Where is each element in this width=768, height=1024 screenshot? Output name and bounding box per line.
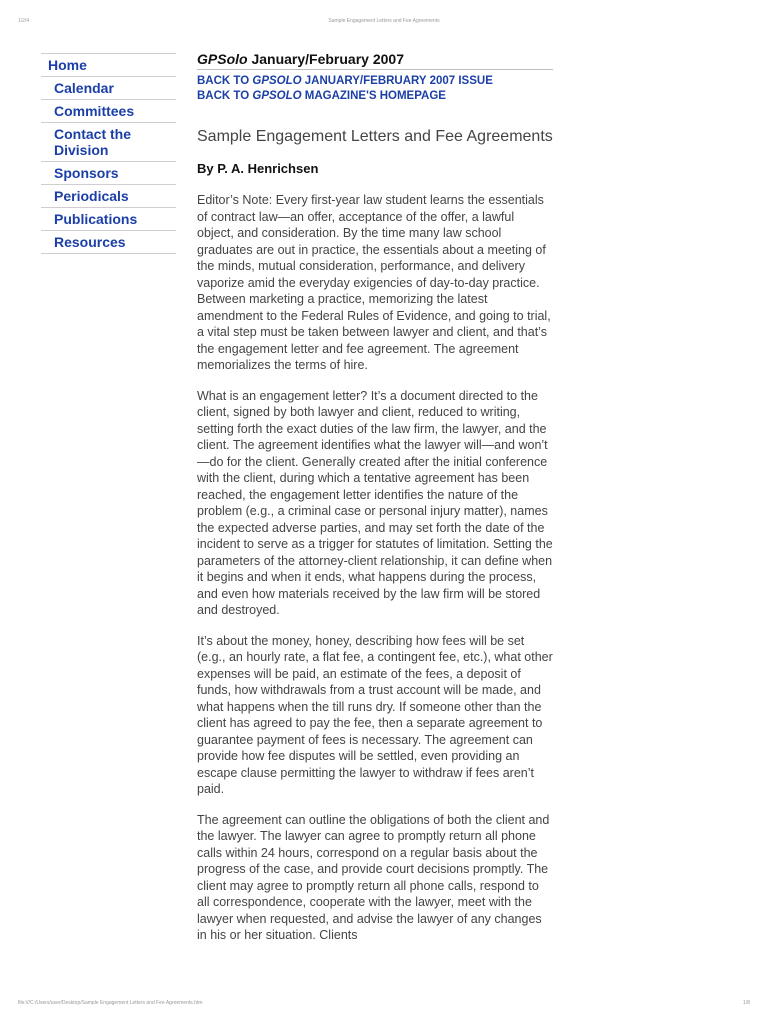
print-page-number: 1/8 xyxy=(743,1000,750,1006)
main-content xyxy=(197,50,553,956)
sidebar-item-periodicals[interactable]: Periodicals xyxy=(41,184,176,207)
sidebar-item-contact-the-division[interactable]: Contact the Division xyxy=(41,122,176,161)
link-text: BACK TO xyxy=(197,90,253,102)
issue-title xyxy=(197,50,553,70)
article-paragraph: Editor’s Note: Every first-year law student learns the essentials of contract law—an offer, acceptance of the offer, a lawful object, and consideration. By the time many law school graduates are out in practice, the essentials about a meeting of the minds, mutual consideration, performance, and delivery vaporize amid the everyday exigencies of day-to-day practice. Between marketing a practice, memorizing the latest amendment to the Federal Rules of Evidence, and going to trial, a vital step must be taken between lawyer and client, and that’s the engagement letter and fee agreement. The agreement memorializes the terms of hire. xyxy=(197,193,551,372)
sidebar-item-committees[interactable]: Committees xyxy=(41,99,176,122)
link-text: BACK TO xyxy=(197,75,253,87)
back-links xyxy=(197,74,553,104)
sidebar-item-resources[interactable]: Resources xyxy=(41,230,176,253)
issue-date: January/February 2007 xyxy=(247,51,404,67)
print-page-title: Sample Engagement Letters and Fee Agreements xyxy=(328,18,440,24)
sidebar-item-calendar[interactable]: Calendar xyxy=(41,76,176,99)
sidebar-item-home[interactable]: Home xyxy=(41,53,176,76)
article-paragraph: What is an engagement letter? It’s a document directed to the client, signed by both lawyer and client, reduced to writing, setting forth the exact duties of the law firm, the lawyer, and the client. The agreement identifies what the lawyer will—and won’t—do for the client. Generally created after the initial conference with the client, during which a tentative agreement has been reached, the engagement letter identifies the nature of the problem (e.g., a criminal case or personal injury matter), names the expected adverse parties, and may set forth the date of the incident to serve as a trigger for statutes of limitation. Setting the parameters of the attorney-client relationship, it can define when it begins and when it ends, what happens during the process, and even how materials received by the law firm will be stored and destroyed. xyxy=(197,388,553,617)
link-text: JANUARY/FEBRUARY 2007 ISSUE xyxy=(301,75,493,87)
article-title: Sample Engagement Letters and Fee Agreements xyxy=(197,128,553,145)
sidebar-nav xyxy=(41,53,176,254)
print-file-path: file:///C:/Users/user/Desktop/Sample Engagement Letters and Fee Agreements.htm xyxy=(18,1000,203,1006)
print-footer xyxy=(0,1000,768,1008)
link-text: MAGAZINE'S HOMEPAGE xyxy=(301,90,446,102)
article-byline: By P. A. Henrichsen xyxy=(197,161,319,176)
print-header xyxy=(0,18,768,26)
back-to-homepage-link[interactable] xyxy=(197,89,553,104)
link-magazine-name: GPSOLO xyxy=(252,75,302,87)
article-paragraph: It’s about the money, honey, describing how fees will be set (e.g., an hourly rate, a flat fee, a contingent fee, etc.), what other expenses will be paid, an estimate of the fees, a deposit of funds, how withdrawals from a trust account will be made, and what happens when the till runs dry. If someone other than the client has agreed to pay the fee, then a separate agreement to guarantee payment of fees is necessary. The agreement can provide how fee disputes will be settled, even providing an escape clause permitting the lawyer to withdraw if fees aren’t paid. xyxy=(197,633,553,796)
article-paragraph: The agreement can outline the obligations of both the client and the lawyer. The lawyer can agree to promptly return all phone calls within 24 hours, correspond on a regular basis about the progress of the case, and provide court decisions promptly. The client may agree to promptly return all phone calls, respond to all correspondence, cooperate with the lawyer, meet with the lawyer when requested, and advise the lawyer of any changes in his or her situation. Clients xyxy=(197,812,550,942)
sidebar-divider xyxy=(41,253,176,254)
link-magazine-name: GPSOLO xyxy=(252,90,302,102)
sidebar-item-sponsors[interactable]: Sponsors xyxy=(41,161,176,184)
print-date: 1/2/4 xyxy=(18,18,30,24)
back-to-issue-link[interactable] xyxy=(197,74,553,89)
sidebar-item-publications[interactable]: Publications xyxy=(41,207,176,230)
magazine-name: GPSolo xyxy=(197,51,248,67)
